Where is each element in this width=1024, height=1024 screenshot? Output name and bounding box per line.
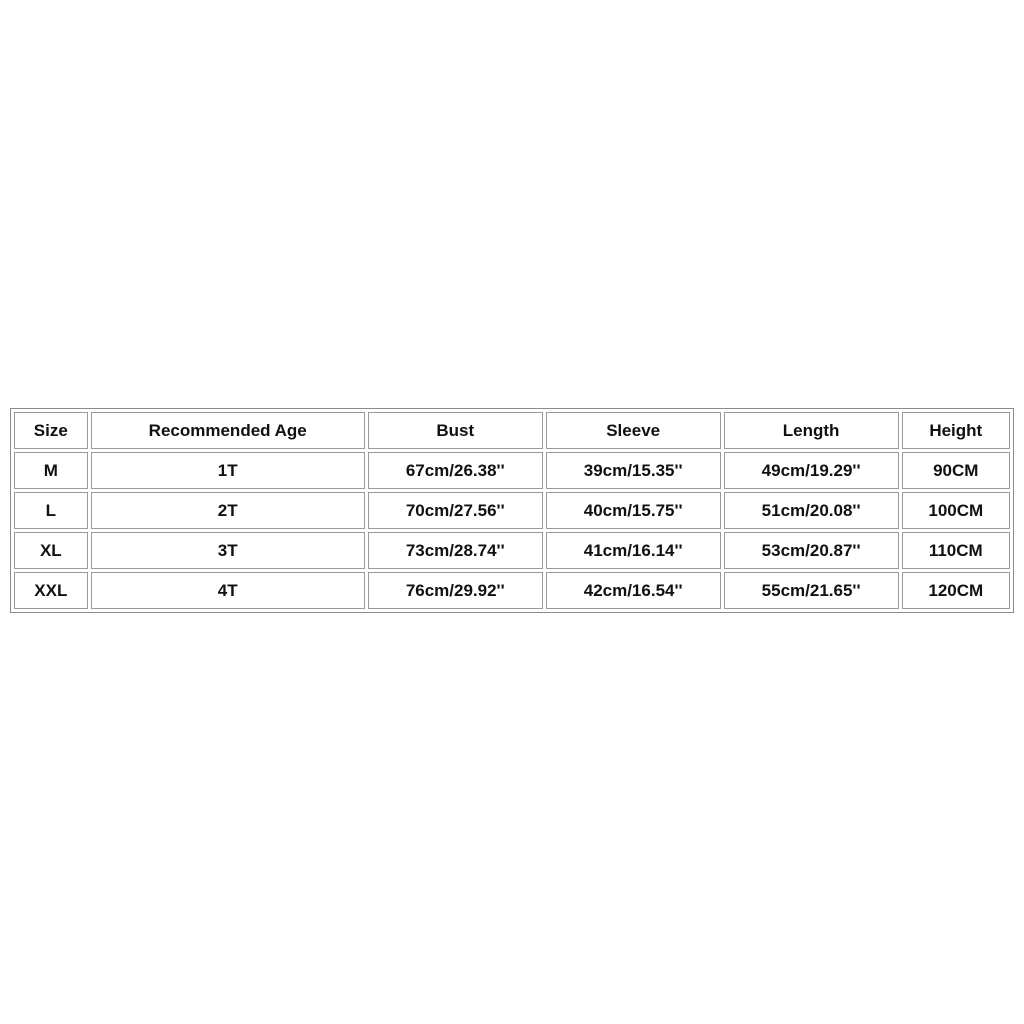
cell-size: M — [14, 452, 88, 489]
cell-size: L — [14, 492, 88, 529]
header-height: Height — [902, 412, 1010, 449]
cell-length: 49cm/19.29'' — [724, 452, 899, 489]
cell-sleeve: 39cm/15.35'' — [546, 452, 721, 489]
cell-sleeve: 41cm/16.14'' — [546, 532, 721, 569]
size-chart-table — [10, 408, 1014, 613]
table-header-row — [14, 412, 1010, 449]
table-row — [14, 532, 1010, 569]
cell-length: 53cm/20.87'' — [724, 532, 899, 569]
cell-recommended-age: 2T — [91, 492, 365, 529]
table-row — [14, 572, 1010, 609]
cell-bust: 76cm/29.92'' — [368, 572, 543, 609]
cell-recommended-age: 3T — [91, 532, 365, 569]
cell-sleeve: 42cm/16.54'' — [546, 572, 721, 609]
cell-size: XL — [14, 532, 88, 569]
cell-height: 120CM — [902, 572, 1010, 609]
cell-bust: 70cm/27.56'' — [368, 492, 543, 529]
header-length: Length — [724, 412, 899, 449]
cell-bust: 73cm/28.74'' — [368, 532, 543, 569]
cell-height: 100CM — [902, 492, 1010, 529]
cell-sleeve: 40cm/15.75'' — [546, 492, 721, 529]
cell-recommended-age: 4T — [91, 572, 365, 609]
cell-height: 110CM — [902, 532, 1010, 569]
header-size: Size — [14, 412, 88, 449]
header-recommended-age: Recommended Age — [91, 412, 365, 449]
cell-length: 55cm/21.65'' — [724, 572, 899, 609]
table-row — [14, 492, 1010, 529]
cell-height: 90CM — [902, 452, 1010, 489]
cell-size: XXL — [14, 572, 88, 609]
header-sleeve: Sleeve — [546, 412, 721, 449]
cell-bust: 67cm/26.38'' — [368, 452, 543, 489]
cell-recommended-age: 1T — [91, 452, 365, 489]
cell-length: 51cm/20.08'' — [724, 492, 899, 529]
table-row — [14, 452, 1010, 489]
header-bust: Bust — [368, 412, 543, 449]
